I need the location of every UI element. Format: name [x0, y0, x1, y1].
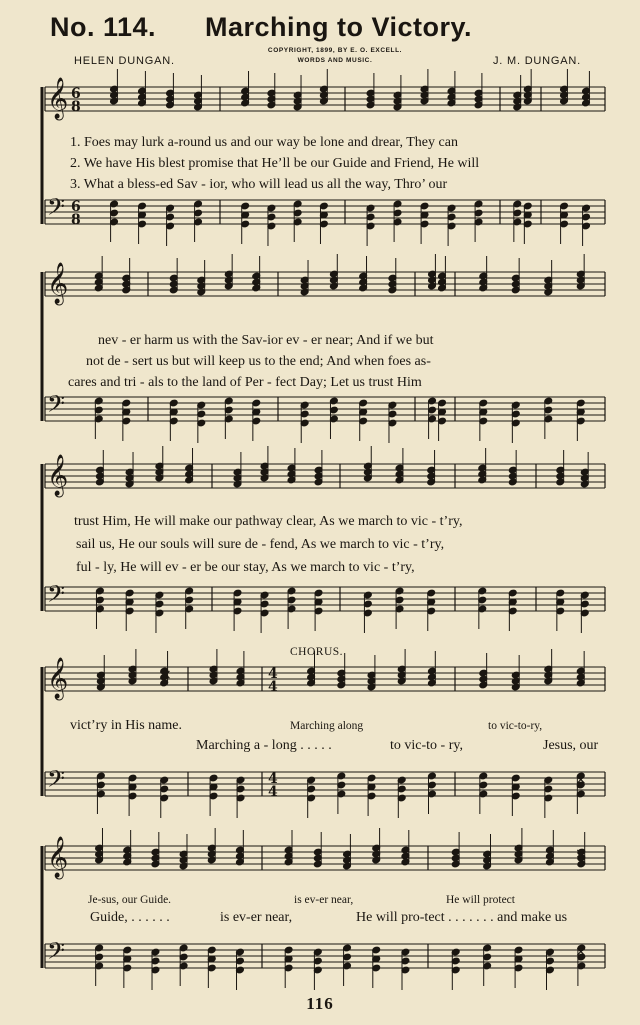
time-signature-bottom: 8: [71, 212, 81, 228]
chorus-line1-a: vict’ry in His name.: [70, 718, 182, 733]
chorus-line3-b: is ev-er near,: [294, 894, 354, 906]
lyric-line-s3-v3: ful - ly, He will ev - er be our stay, As we march to vic - t’ry,: [76, 560, 415, 575]
composer: J. M. DUNGAN.: [493, 55, 582, 67]
rest-icon: ×: [234, 846, 246, 862]
time-signature-bottom: 4: [268, 784, 278, 800]
rest-icon: ×: [160, 667, 172, 683]
lyric-line-s2-v2: not de - sert us but will keep us to the end; And when foes as-: [86, 354, 431, 369]
chorus-label: CHORUS.: [290, 646, 344, 658]
rest-icon: ×: [575, 772, 587, 788]
lyric-line-s2-v1: nev - er harm us with the Sav-ior ev - er near; And if we but: [98, 333, 434, 348]
lyric-line-s1-v3: 3. What a bless-ed Sav - ior, who will lead us all the way, Thro’ our: [70, 177, 448, 192]
lyric-line-s3-v2: sail us, He our souls will sure de - fend, As we march to vic - t’ry,: [76, 537, 445, 552]
lyric-line-s1-v2: 2. We have His blest promise that He’ll be our Guide and Friend, He will: [70, 156, 480, 171]
chorus-line1-b: Marching along: [290, 720, 364, 732]
treble-clef-icon: 𝄞: [47, 78, 69, 119]
lyricist: HELEN DUNGAN.: [74, 55, 175, 67]
bass-clef-icon: 𝄢: [47, 765, 66, 798]
rest-icon: ×: [575, 667, 587, 683]
bass-clef-icon: 𝄢: [47, 937, 66, 970]
chorus-line3-a: Je-sus, our Guide.: [88, 894, 172, 906]
chorus-line2-b: to vic-to - ry,: [390, 738, 463, 753]
treble-clef-icon: 𝄞: [47, 837, 69, 878]
time-signature-top: 4: [268, 771, 278, 787]
chorus-line4-b: is ev-er near,: [220, 910, 293, 925]
bass-clef-icon: 𝄢: [47, 580, 66, 613]
chorus-line3-c: He will protect: [446, 894, 515, 906]
chorus-line1-c: to vic-to-ry,: [488, 720, 543, 732]
time-signature-top: 6: [71, 199, 81, 215]
copyright-line: COPYRIGHT, 1899, BY E. O. EXCELL.: [267, 47, 403, 54]
words-music-line: WORDS AND MUSIC.: [297, 57, 373, 64]
treble-clef-icon: 𝄞: [47, 263, 69, 304]
bass-clef-icon: 𝄢: [47, 390, 66, 423]
lyric-line-s1-v1: 1. Foes may lurk a-round us and our way be lone and drear, They can: [70, 135, 458, 150]
bass-clef-icon: 𝄢: [47, 193, 66, 226]
time-signature-bottom: 8: [71, 99, 81, 115]
chorus-line4-c: He will pro-tect . . . . . . . and make us: [356, 910, 568, 925]
hymn-title: Marching to Victory.: [205, 12, 473, 42]
time-signature-top: 4: [268, 666, 278, 682]
treble-clef-icon: 𝄞: [47, 455, 69, 496]
rest-icon: ×: [575, 846, 587, 862]
hymn-number: No. 114.: [50, 12, 157, 42]
chorus-line4-a: Guide, . . . . . .: [90, 910, 170, 925]
chorus-line2-a: Marching a - long . . . . .: [196, 738, 332, 753]
chorus-line2-c: Jesus, our: [543, 738, 599, 753]
time-signature-bottom: 4: [268, 679, 278, 695]
lyric-line-s2-v3: cares and tri - als to the land of Per - fect Day; Let us trust Him: [68, 375, 422, 390]
treble-clef-icon: 𝄞: [47, 658, 69, 699]
rest-icon: ×: [575, 944, 587, 960]
lyric-line-s3-v1: trust Him, He will make our pathway clear, As we march to vic - t’ry,: [74, 514, 463, 529]
page-number: 116: [306, 994, 334, 1013]
time-signature-top: 6: [71, 86, 81, 102]
